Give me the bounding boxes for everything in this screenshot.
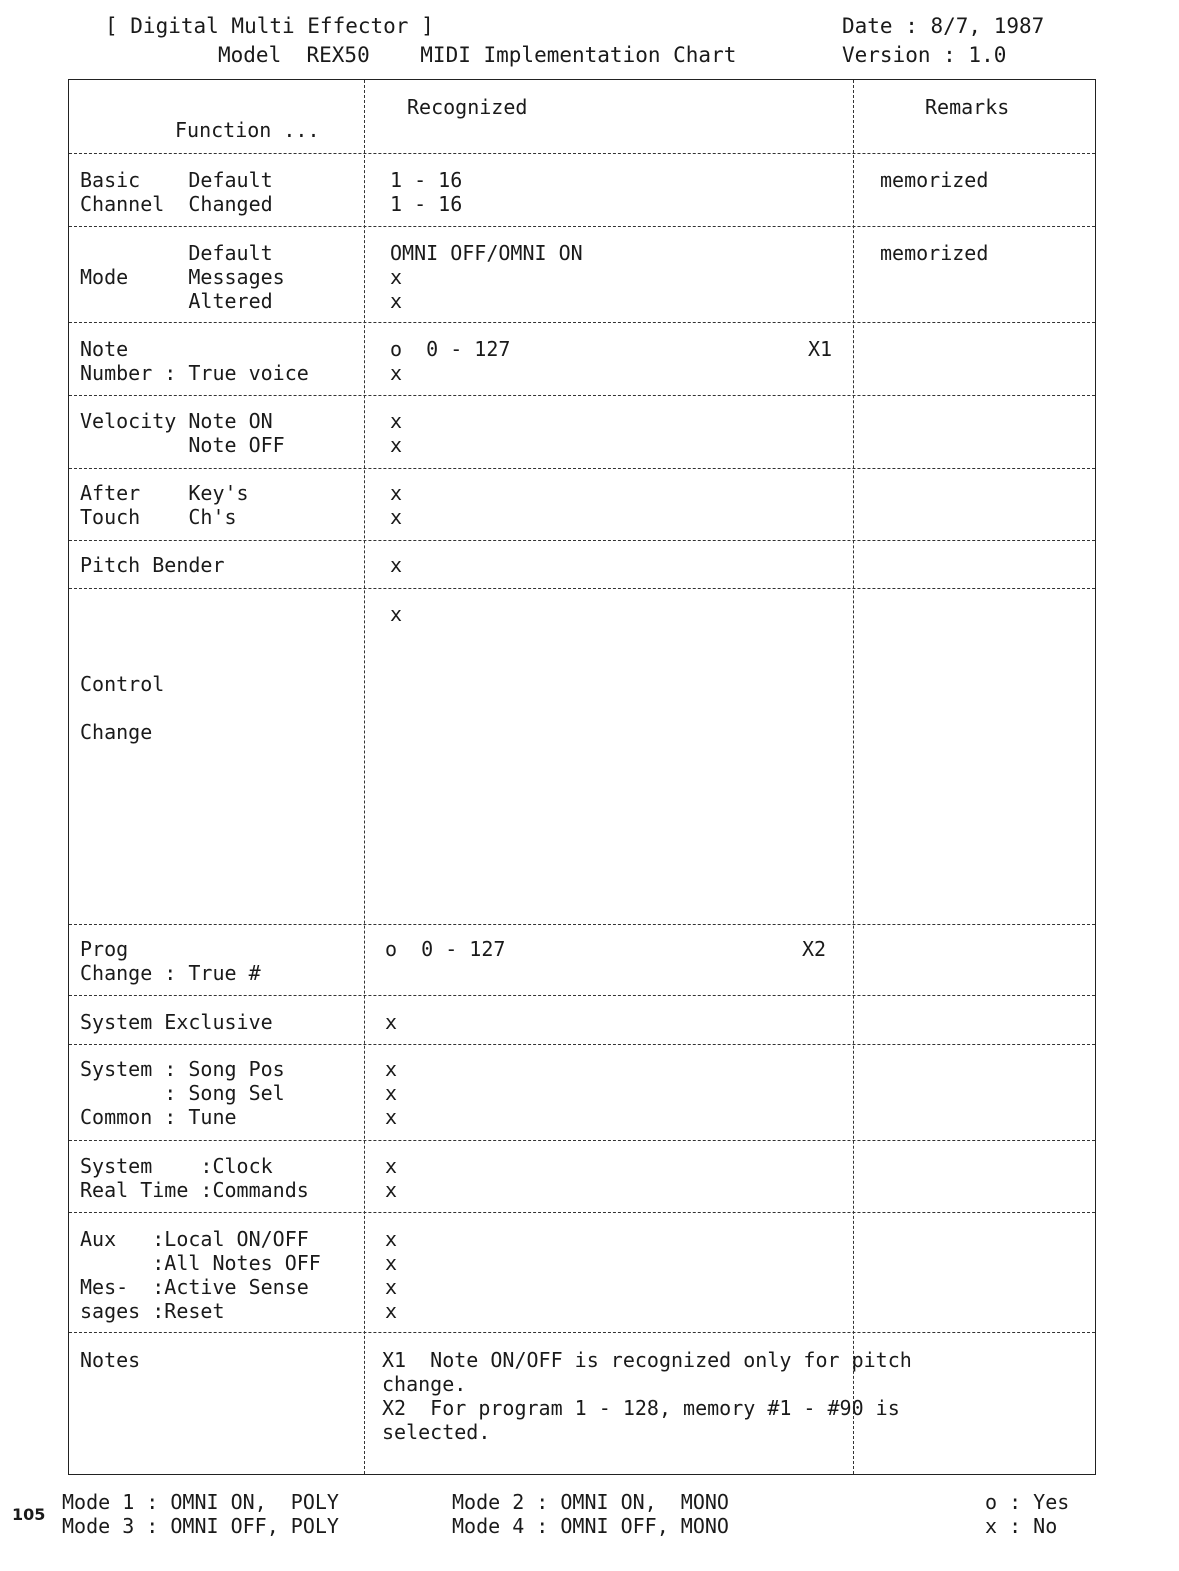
mode-default-label: Default [80, 241, 273, 265]
note-true-voice-label: Number : True voice [80, 361, 309, 385]
row-divider [69, 395, 1095, 396]
row-divider [69, 1140, 1095, 1141]
mode-default-value: OMNI OFF/OMNI ON [390, 241, 583, 265]
note-footnote-mark: X1 [808, 337, 833, 361]
column-divider [364, 80, 365, 1474]
notes-line: X1 Note ON/OFF is recognized only for pitch [382, 1348, 912, 1372]
pitch-bender-label: Pitch Bender [80, 553, 225, 577]
aftertouch-keys-label: After Key's [80, 481, 249, 505]
row-divider [69, 153, 1095, 154]
yes-legend: o : Yes [985, 1490, 1070, 1514]
aux-local-value: x [385, 1227, 398, 1251]
common-song-sel-label: : Song Sel [80, 1081, 285, 1105]
mode-1-legend: Mode 1 : OMNI ON, POLY [62, 1490, 339, 1514]
system-exclusive-value: x [385, 1010, 398, 1034]
column-divider [853, 80, 854, 1474]
basic-remark: memorized [880, 168, 989, 192]
basic-changed-value: 1 - 16 [390, 192, 463, 216]
control-label: Control [80, 672, 165, 696]
recognized-column-header: Recognized [407, 95, 528, 119]
mode-remark: memorized [880, 241, 989, 265]
row-divider [69, 540, 1095, 541]
aftertouch-chs-value: x [390, 505, 403, 529]
mode-2-legend: Mode 2 : OMNI ON, MONO [452, 1490, 729, 1514]
basic-default-label: Basic Default [80, 168, 273, 192]
velocity-note-off-value: x [390, 433, 403, 457]
system-exclusive-label: System Exclusive [80, 1010, 273, 1034]
note-range-value: o 0 - 127 [390, 337, 511, 361]
mode-altered-value: x [390, 289, 403, 313]
model-title: Model REX50 MIDI Implementation Chart [218, 43, 737, 67]
row-divider [69, 588, 1095, 589]
prog-label: Prog [80, 937, 129, 961]
notes-line: X2 For program 1 - 128, memory #1 - #90 is [382, 1396, 900, 1420]
basic-default-value: 1 - 16 [390, 168, 463, 192]
velocity-note-on-value: x [390, 409, 403, 433]
row-divider [69, 226, 1095, 227]
row-divider [69, 924, 1095, 925]
realtime-clock-label: System :Clock [80, 1154, 273, 1178]
row-divider [69, 1044, 1095, 1045]
mode-4-legend: Mode 4 : OMNI OFF, MONO [452, 1514, 729, 1538]
common-tune-value: x [385, 1105, 398, 1129]
pitch-bender-value: x [390, 553, 403, 577]
prog-range-value: o 0 - 127 [385, 937, 506, 961]
aux-all-notes-off-value: x [385, 1251, 398, 1275]
aux-reset-label: sages :Reset [80, 1299, 225, 1323]
velocity-note-on-label: Velocity Note ON [80, 409, 273, 433]
function-column-header: Function ... [175, 118, 320, 142]
mode-messages-label: Mode Messages [80, 265, 285, 289]
aux-active-sense-label: Mes- :Active Sense [80, 1275, 309, 1299]
velocity-note-off-label: Note OFF [80, 433, 285, 457]
note-true-voice-value: x [390, 361, 403, 385]
aux-all-notes-off-label: :All Notes OFF [80, 1251, 321, 1275]
basic-changed-label: Channel Changed [80, 192, 273, 216]
aux-reset-value: x [385, 1299, 398, 1323]
no-legend: x : No [985, 1514, 1058, 1538]
mode-altered-label: Altered [80, 289, 273, 313]
common-song-sel-value: x [385, 1081, 398, 1105]
realtime-commands-label: Real Time :Commands [80, 1178, 309, 1202]
aux-local-label: Aux :Local ON/OFF [80, 1227, 309, 1251]
realtime-clock-value: x [385, 1154, 398, 1178]
row-divider [69, 995, 1095, 996]
notes-line: change. [382, 1372, 467, 1396]
note-label: Note [80, 337, 129, 361]
common-tune-label: Common : Tune [80, 1105, 237, 1129]
page-number: 105 [12, 1505, 46, 1524]
aux-active-sense-value: x [385, 1275, 398, 1299]
chart-version: Version : 1.0 [842, 43, 1007, 67]
row-divider [69, 468, 1095, 469]
notes-line: selected. [382, 1420, 491, 1444]
mode-3-legend: Mode 3 : OMNI OFF, POLY [62, 1514, 339, 1538]
row-divider [69, 1212, 1095, 1213]
change-label: Change [80, 720, 153, 744]
control-change-value: x [390, 602, 403, 626]
aftertouch-chs-label: Touch Ch's [80, 505, 237, 529]
notes-label: Notes [80, 1348, 141, 1372]
prog-footnote-mark: X2 [802, 937, 827, 961]
row-divider [69, 322, 1095, 323]
common-song-pos-value: x [385, 1057, 398, 1081]
row-divider [69, 1332, 1095, 1333]
aftertouch-keys-value: x [390, 481, 403, 505]
prog-true-label: Change : True # [80, 961, 261, 985]
realtime-commands-value: x [385, 1178, 398, 1202]
common-song-pos-label: System : Song Pos [80, 1057, 285, 1081]
chart-date: Date : 8/7, 1987 [842, 14, 1045, 38]
remarks-column-header: Remarks [925, 95, 1010, 119]
device-title: [ Digital Multi Effector ] [105, 14, 434, 38]
mode-messages-value: x [390, 265, 403, 289]
